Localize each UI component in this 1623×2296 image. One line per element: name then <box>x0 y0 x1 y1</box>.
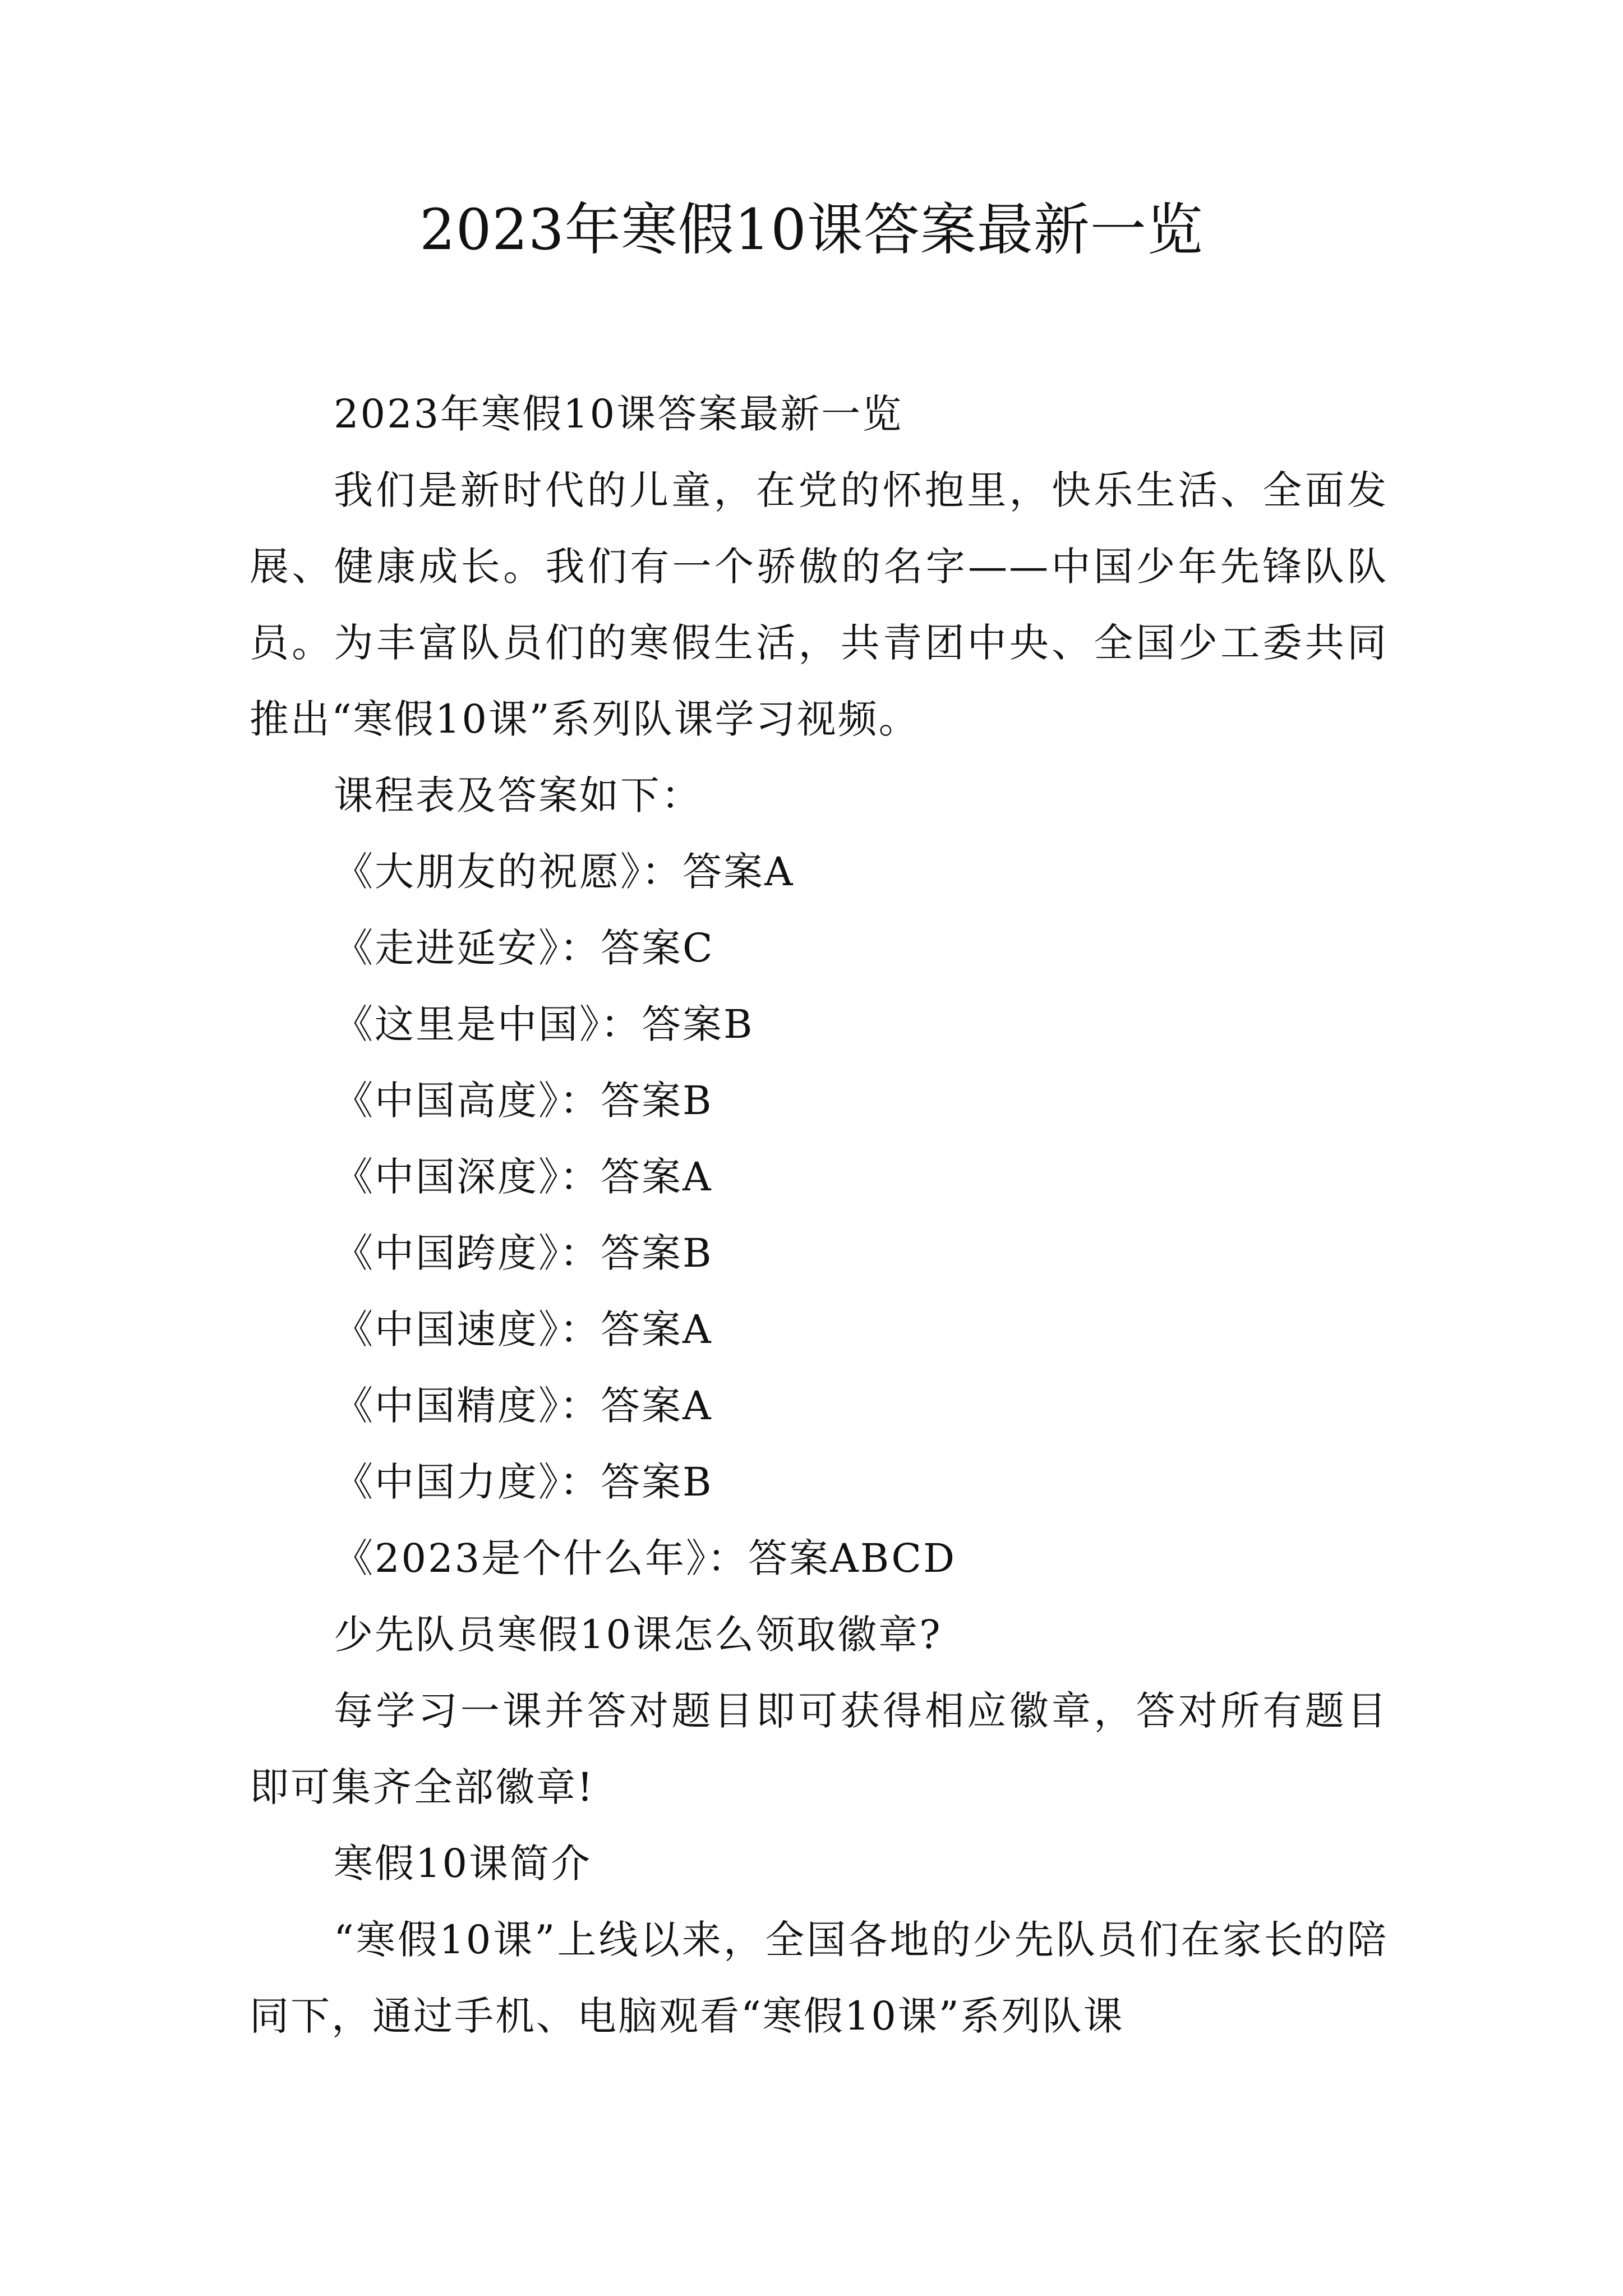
answer-item: 《中国精度》：答案A <box>334 1383 713 1429</box>
answer-item: 《大朋友的祝愿》：答案A <box>334 849 795 895</box>
paragraph-schedule-heading: 课程表及答案如下： <box>334 772 702 818</box>
answer-item: 《中国速度》：答案A <box>334 1306 713 1352</box>
document-body <box>250 376 1388 2054</box>
answer-item: 《2023是个什么年》：答案ABCD <box>334 1535 957 1581</box>
answer-item: 《中国跨度》：答案B <box>334 1230 713 1276</box>
paragraph-intro-body: “寒假10课”上线以来，全国各地的少先队员们在家长的陪同下，通过手机、电脑观看“寒假10课”系列队课 <box>250 1917 1388 2039</box>
paragraph-intro: 我们是新时代的儿童，在党的怀抱里，快乐生活、全面发展、健康成长。我们有一个骄傲的名字——中国少年先锋队队员。为丰富队员们的寒假生活，共青团中央、全国少工委共同推出“寒假10课”系列队课学习视频。 <box>250 467 1388 742</box>
paragraph-badge-question: 少先队员寒假10课怎么领取徽章? <box>334 1612 942 1658</box>
document-title: 2023年寒假10课答案最新一览 <box>419 197 1204 263</box>
paragraph-intro-heading: 寒假10课简介 <box>334 1841 592 1887</box>
answer-item: 《走进延安》：答案C <box>334 925 714 971</box>
answer-item: 《这里是中国》：答案B <box>334 1001 754 1047</box>
paragraph-badge-answer: 每学习一课并答对题目即可获得相应徽章，答对所有题目即可集齐全部徽章! <box>250 1688 1388 1810</box>
paragraph-subtitle: 2023年寒假10课答案最新一览 <box>334 391 903 437</box>
answer-item: 《中国高度》：答案B <box>334 1078 713 1124</box>
answer-item: 《中国深度》：答案A <box>334 1154 713 1200</box>
answer-item: 《中国力度》：答案B <box>334 1459 713 1505</box>
